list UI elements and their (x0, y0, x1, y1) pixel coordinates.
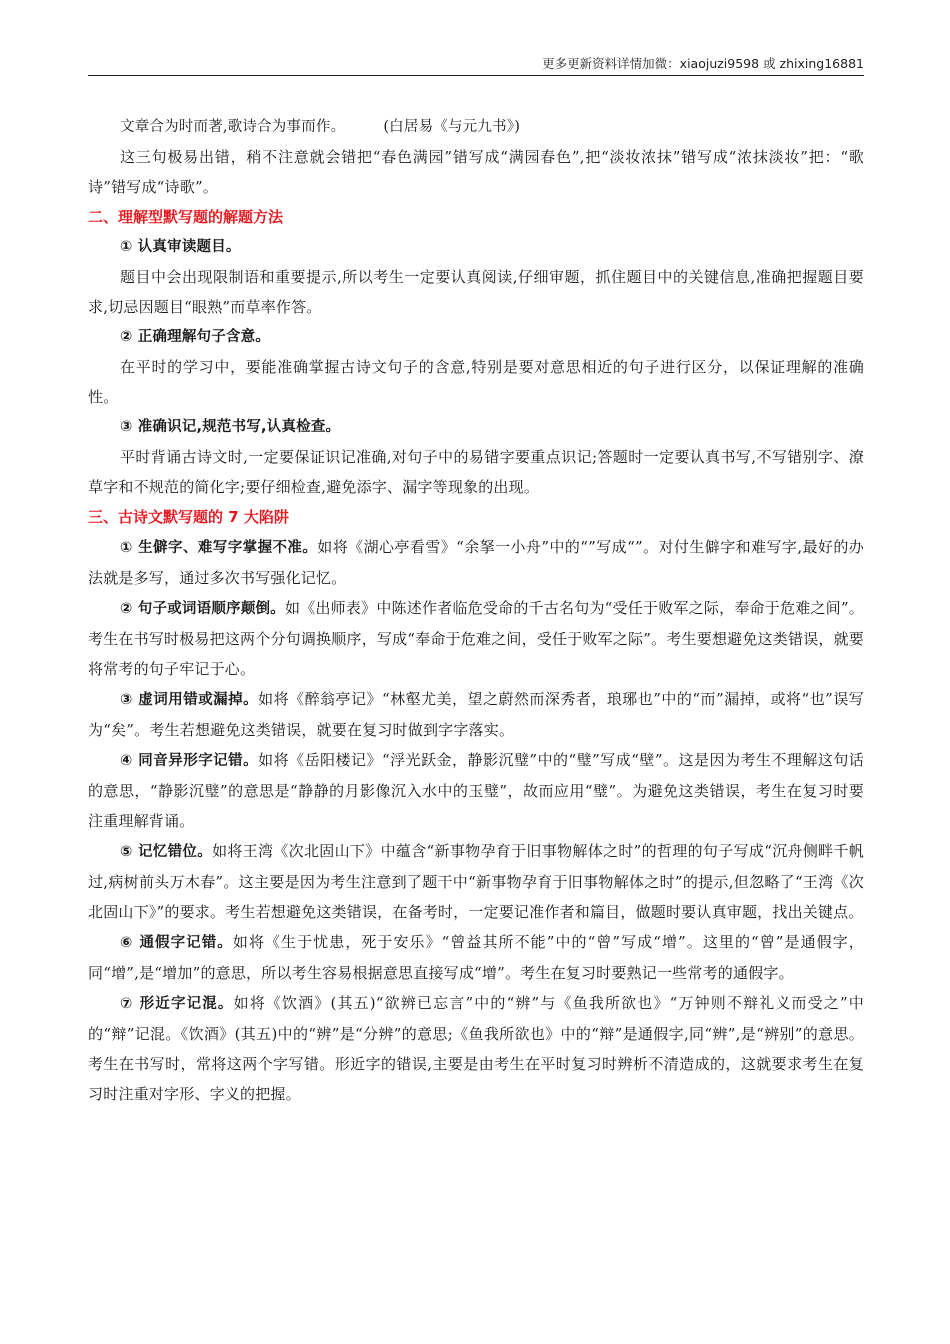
trap-5 (88, 836, 864, 927)
trap-6 (88, 927, 864, 988)
trap-7-body: 如将《饮酒》(其五)“欲辨已忘言”中的“辨”与《鱼我所欲也》“万钟则不辩礼义而受之”中的“辩”记混。《饮酒》(其五)中的“辨”是“分辨”的意思;《鱼我所欲也》中的“辩”是通假字,同“辨”,是“辨别”的意思。考生在书写时，常将这两个字写错。形近字的错误,主要是由考生在平时复习时辨析不清造成的，这就要求考生在复习时注重对字形、字义的把握。 (88, 994, 864, 1103)
quote-line (88, 112, 864, 142)
method-3-title: ③ 准确识记,规范书写,认真检查。 (120, 419, 341, 435)
section-2-title: 二、理解型默写题的解题方法 (88, 208, 284, 226)
trap-4 (88, 745, 864, 836)
header-text: 更多更新资料详情加微：xiaojuzi9598 或 zhixing16881 (542, 56, 864, 71)
intro-paragraph: 这三句极易出错，稍不注意就会错把“春色满园”错写成“满园春色”,把“淡妆浓抹”错写成“浓抹淡妆”把：“歌诗”错写成“诗歌”。 (88, 148, 864, 196)
trap-3 (88, 684, 864, 745)
method-1-title: ① 认真审读题目。 (120, 239, 241, 255)
section-3-title: 三、古诗文默写题的 7 大陷阱 (88, 508, 289, 526)
quote-source: (白居易《与元九书》) (383, 119, 521, 135)
trap-1-body: 如将《湖心亭看雪》“余拏一小舟”中的“”写成“”。对付生僻字和难写字,最好的办法就是多写，通过多次书写强化记忆。 (88, 538, 865, 587)
method-1-body: 题目中会出现限制语和重要提示,所以考生一定要认真阅读,仔细审题，抓住题目中的关键信息,准确把握题目要求,切忌因题目“眼熟”而草率作答。 (88, 268, 864, 316)
trap-6-title: ⑥ 通假字记错。 (120, 935, 233, 951)
trap-5-title: ⑤ 记忆错位。 (120, 844, 213, 860)
method-3-body: 平时背诵古诗文时,一定要保证识记准确,对句子中的易错字要重点识记;答题时一定要认真书写,不写错别字、潦草字和不规范的简化字;要仔细检查,避免添字、漏字等现象的出现。 (88, 448, 864, 496)
trap-7 (88, 988, 864, 1109)
trap-4-body: 如将《岳阳楼记》“浮光跃金，静影沉璧”中的“璧”写成“壁”。这是因为考生不理解这句话的意思，“静影沉璧”的意思是“静静的月影像沉入水中的玉璧”，故而应用“璧”。为避免这类错误，考生在复习时要注重理解背诵。 (88, 751, 864, 830)
trap-2-title: ② 句子或词语顺序颠倒。 (120, 601, 285, 617)
trap-3-title: ③ 虚词用错或漏掉。 (120, 692, 259, 708)
trap-2-body: 如《出师表》中陈述作者临危受命的千古名句为“受任于败军之际，奉命于危难之间”。考生在书写时极易把这两个分句调换顺序，写成“奉命于危难之间，受任于败军之际”。考生要想避免这类错误，就要将常考的句子牢记于心。 (88, 599, 864, 678)
method-2-title: ② 正确理解句子含意。 (120, 329, 271, 345)
trap-1 (88, 532, 864, 593)
trap-2 (88, 593, 864, 684)
trap-6-body: 如将《生于忧患，死于安乐》“曾益其所不能”中的“曾”写成“增”。这里的“曾”是通假字，同“增”,是“增加”的意思，所以考生容易根据意思直接写成“增”。考生在复习时要熟记一些常考的通假字。 (88, 933, 864, 982)
page-header (88, 54, 864, 76)
document-body (88, 112, 864, 1109)
trap-5-body: 如将王湾《次北固山下》中蕴含“新事物孕育于旧事物解体之时”的哲理的句子写成“沉舟侧畔千帆过,病树前头万木春”。这主要是因为考生注意到了题干中“新事物孕育于旧事物解体之时”的提示,但忽略了“王湾《次北固山下》”的要求。考生若想避免这类错误，在备考时，一定要记准作者和篇目，做题时要认真审题，找出关键点。 (88, 842, 864, 921)
trap-1-title: ① 生僻字、难写字掌握不准。 (120, 540, 318, 556)
trap-7-title: ⑦ 形近字记混。 (120, 996, 234, 1012)
trap-3-body: 如将《醉翁亭记》“林壑尤美，望之蔚然而深秀者，琅琊也”中的“而”漏掉，或将“也”误写为“矣”。考生若想避免这类错误，就要在复习时做到字字落实。 (88, 690, 864, 739)
trap-4-title: ④ 同音异形字记错。 (120, 753, 259, 769)
quote-text: 文章合为时而著,歌诗合为事而作。 (120, 119, 346, 135)
method-2-body: 在平时的学习中，要能准确掌握古诗文句子的含意,特别是要对意思相近的句子进行区分，以保证理解的准确性。 (88, 358, 864, 406)
